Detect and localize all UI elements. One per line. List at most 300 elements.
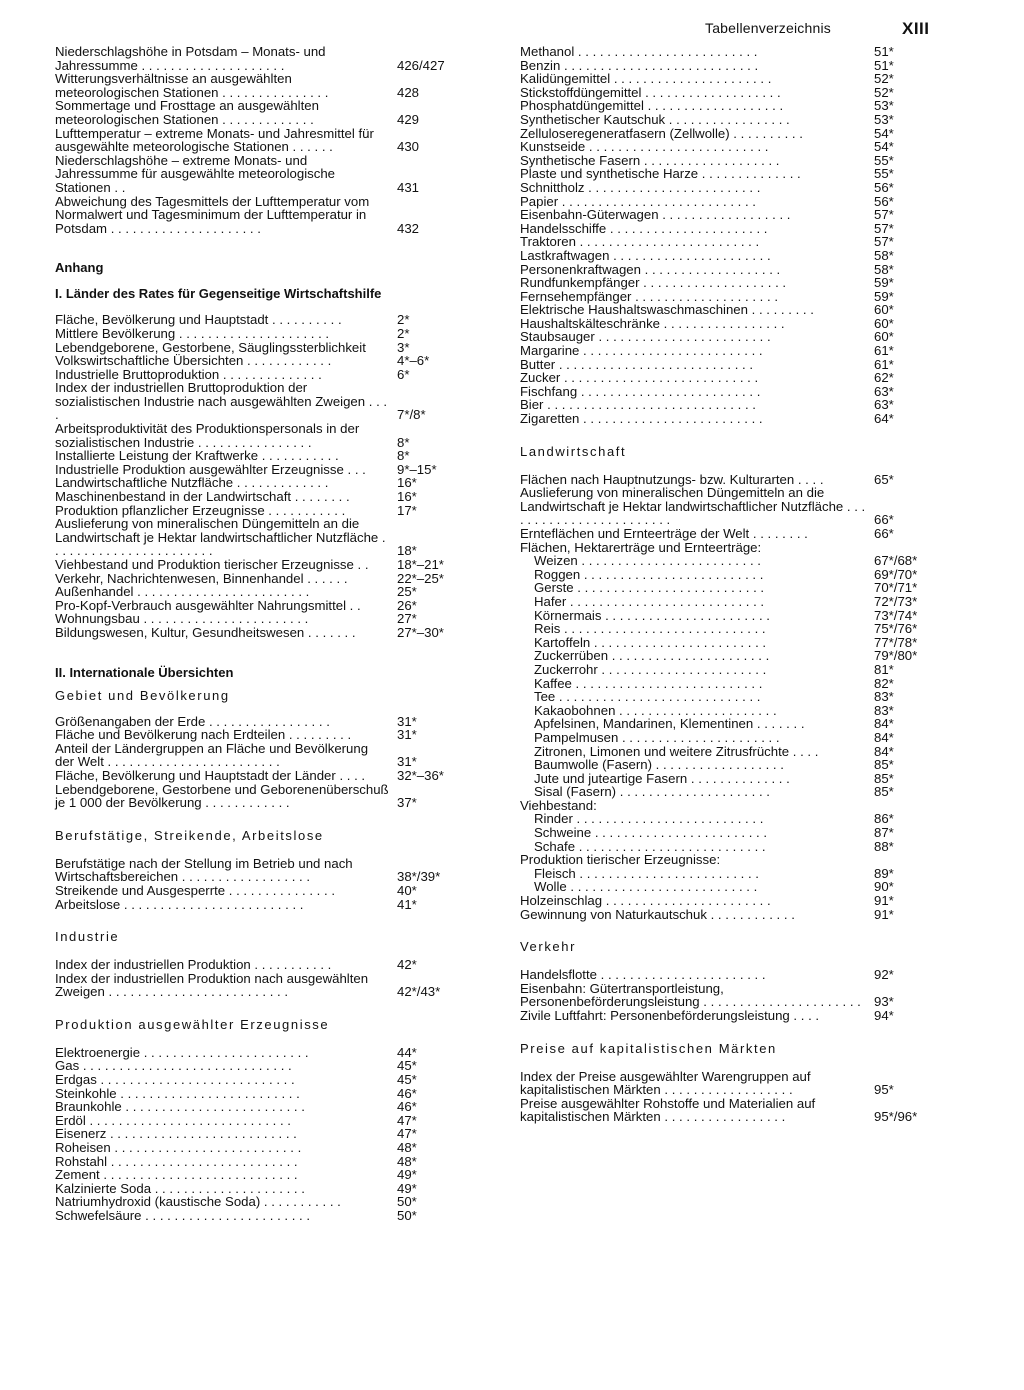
toc-entry-page: 58* xyxy=(874,261,894,277)
toc-entry-title: Fleisch . . . . . . . . . . . . . . . . . . . . . . . . . xyxy=(534,865,759,881)
toc-entry-title: Weizen . . . . . . . . . . . . . . . . . . . . . . . . . xyxy=(534,553,761,569)
toc-entry xyxy=(520,908,932,922)
toc-entry-page: 32*–36* xyxy=(397,767,444,783)
right-column xyxy=(520,45,932,1124)
toc-entry xyxy=(520,127,932,141)
toc-entry-title: Personenkraftwagen . . . . . . . . . . . . . . . . . . . xyxy=(520,261,781,277)
toc-entry xyxy=(55,422,467,449)
toc-entry-page: 432 xyxy=(397,220,420,236)
toc-entry xyxy=(520,1097,932,1124)
toc-entry-page: 94* xyxy=(874,1008,894,1023)
toc-entry xyxy=(520,99,932,113)
toc-entry-title: Fischfang . . . . . . . . . . . . . . . . . . . . . . . . . xyxy=(520,383,761,399)
toc-entry-page: 40* xyxy=(397,882,417,898)
toc-entry xyxy=(55,742,467,769)
toc-entry-title: Produktion pflanzlicher Erzeugnisse . . . . . . . . . . . xyxy=(55,502,346,518)
toc-entry-page: 22*–25* xyxy=(397,570,444,586)
toc-entry xyxy=(520,195,932,209)
rgw-entries xyxy=(55,313,467,639)
toc-entry-title: Traktoren . . . . . . . . . . . . . . . . . . . . . . . . . xyxy=(520,234,760,250)
toc-entry xyxy=(520,358,932,372)
toc-entry-title: Erdgas . . . . . . . . . . . . . . . . . . . . . . . . . . . xyxy=(55,1072,295,1088)
toc-entry-page: 61* xyxy=(874,356,894,372)
toc-entry-page: 46* xyxy=(397,1085,417,1101)
toc-entry xyxy=(520,622,932,636)
toc-entry xyxy=(520,527,932,541)
toc-entry-title: Handelsflotte . . . . . . . . . . . . . . . . . . . . . . . xyxy=(520,967,766,983)
toc-entry-title: Schwefelsäure . . . . . . . . . . . . . . . . . . . . . . . xyxy=(55,1208,311,1223)
toc-entry xyxy=(55,558,467,572)
toc-entry-title: Auslieferung von mineralischen Düngemitteln an die Landwirtschaft je Hektar landwirtschaftlicher Nutzfläche . . . . . . . . . . . . . . . . . . . . . . . . xyxy=(520,485,866,528)
toc-entry xyxy=(520,290,932,304)
toc-entry-title: Witterungsverhältnisse an ausgewählten meteorologischen Stationen . . . . . . . . . . . . . . . xyxy=(55,71,329,100)
toc-entry-title: Kartoffeln . . . . . . . . . . . . . . . . . . . . . . . . xyxy=(534,634,767,650)
toc-entry-title: Schafe . . . . . . . . . . . . . . . . . . . . . . . . . . xyxy=(534,838,766,854)
toc-entry xyxy=(520,880,932,894)
toc-entry-title: Haushaltskälteschränke . . . . . . . . . . . . . . . . . xyxy=(520,315,785,331)
toc-entry-page: 81* xyxy=(874,661,894,677)
produktion-entries-right xyxy=(520,45,932,426)
toc-entry xyxy=(55,1209,467,1223)
toc-entry xyxy=(55,1182,467,1196)
toc-entry-title: Flächen nach Hauptnutzungs- bzw. Kulturarten . . . . xyxy=(520,471,824,487)
toc-entry xyxy=(520,154,932,168)
toc-entry-page: 47* xyxy=(397,1126,417,1142)
toc-entry-page: 42* xyxy=(397,957,417,973)
toc-entry xyxy=(520,690,932,704)
toc-entry xyxy=(55,449,467,463)
toc-entry xyxy=(520,1070,932,1097)
toc-entry-page: 6* xyxy=(397,366,410,382)
gebiet-heading: Gebiet und Bevölkerung xyxy=(55,687,230,703)
toc-entry-title: Holzeinschlag . . . . . . . . . . . . . . . . . . . . . . . xyxy=(520,893,771,909)
toc-entry-title: Berufstätige nach der Stellung im Betrieb und nach Wirtschaftsbereichen . . . . . . . . . . . . . . . . . . xyxy=(55,855,353,885)
toc-entry xyxy=(520,636,932,650)
left-column xyxy=(55,45,467,1223)
toc-entry-page: 64* xyxy=(874,411,894,427)
running-header-title: Tabellenverzeichnis xyxy=(705,20,831,36)
toc-entry-title: Verkehr, Nachrichtenwesen, Binnenhandel . . . . . . xyxy=(55,570,348,586)
toc-entry xyxy=(520,595,932,609)
toc-entry xyxy=(55,783,467,810)
toc-entry-page: 51* xyxy=(874,57,894,73)
toc-entry-title: Eisenbahn: Gütertransportleistung, Personenbeförderungsleistung . . . . . . . . . . . . . . . . . . . . . . xyxy=(520,980,861,1010)
toc-entry-title: Gewinnung von Naturkautschuk . . . . . . . . . . . . xyxy=(520,906,795,922)
toc-entry-page: 50* xyxy=(397,1194,417,1210)
toc-entry-page: 69*/70* xyxy=(874,566,918,582)
toc-entry-title: Erdöl . . . . . . . . . . . . . . . . . . . . . . . . . . . . xyxy=(55,1112,291,1128)
toc-entry-page: 53* xyxy=(874,111,894,127)
toc-entry-title: Streikende und Ausgesperrte . . . . . . . . . . . . . . . xyxy=(55,882,336,898)
toc-entry-title: Natriumhydroxid (kaustische Soda) . . . . . . . . . . . xyxy=(55,1194,341,1210)
toc-entry-title: Fläche, Bevölkerung und Hauptstadt . . . . . . . . . . xyxy=(55,312,342,328)
toc-entry xyxy=(55,1059,467,1073)
toc-entry-title: Margarine . . . . . . . . . . . . . . . . . . . . . . . . . xyxy=(520,343,763,359)
section-international-heading: II. Internationale Übersichten xyxy=(55,664,234,680)
toc-entry-page: 25* xyxy=(397,584,417,600)
toc-entry-page: 57* xyxy=(874,207,894,223)
toc-entry xyxy=(55,368,467,382)
toc-entry-title: Industrielle Produktion ausgewählter Erzeugnisse . . . xyxy=(55,461,366,477)
toc-entry-page: 18* xyxy=(397,543,417,559)
toc-entry-page: 9*–15* xyxy=(397,461,437,477)
toc-entry-page: 37* xyxy=(397,795,417,811)
toc-entry xyxy=(520,745,932,759)
toc-entry xyxy=(520,649,932,663)
toc-entry xyxy=(520,541,932,555)
toc-entry-title: Braunkohle . . . . . . . . . . . . . . . . . . . . . . . . . xyxy=(55,1099,305,1115)
landwirtschaft-heading: Landwirtschaft xyxy=(520,443,627,459)
toc-entry xyxy=(520,385,932,399)
toc-entry-title: Steinkohle . . . . . . . . . . . . . . . . . . . . . . . . . xyxy=(55,1085,300,1101)
toc-entry xyxy=(520,249,932,263)
toc-entry-title: Bildungswesen, Kultur, Gesundheitswesen . . . . . . . xyxy=(55,624,356,640)
toc-entry xyxy=(55,195,467,236)
toc-entry-page: 60* xyxy=(874,302,894,318)
verkehr-heading: Verkehr xyxy=(520,939,577,955)
toc-entry-title: Lebendgeborene, Gestorbene und Geborenenüberschuß je 1 000 der Bevölkerung . . . . . . . . . . . . xyxy=(55,781,389,811)
toc-entry-title: Pampelmusen . . . . . . . . . . . . . . . . . . . . . . xyxy=(534,729,780,745)
toc-entry xyxy=(520,86,932,100)
toc-entry xyxy=(55,1046,467,1060)
toc-entry-page: 41* xyxy=(397,896,417,912)
toc-entry-page: 83* xyxy=(874,689,894,705)
toc-entry-title: Pro-Kopf-Verbrauch ausgewählter Nahrungsmittel . . xyxy=(55,597,361,613)
beruf-entries xyxy=(55,857,467,911)
industrie-entries xyxy=(55,958,467,999)
toc-entry-page: 56* xyxy=(874,193,894,209)
toc-entry-page: 95*/96* xyxy=(874,1109,918,1125)
meteorology-entries xyxy=(55,45,467,235)
toc-entry xyxy=(55,1073,467,1087)
toc-entry-page: 429 xyxy=(397,111,420,127)
toc-entry xyxy=(55,45,467,72)
toc-entry-title: Roggen . . . . . . . . . . . . . . . . . . . . . . . . . xyxy=(534,566,764,582)
toc-entry xyxy=(55,127,467,154)
toc-entry-title: Kaffee . . . . . . . . . . . . . . . . . . . . . . . . . . xyxy=(534,675,763,691)
toc-entry xyxy=(520,799,932,813)
toc-entry-page: 58* xyxy=(874,247,894,263)
toc-entry xyxy=(520,894,932,908)
toc-entry-title: Elektroenergie . . . . . . . . . . . . . . . . . . . . . . . xyxy=(55,1044,309,1060)
toc-entry xyxy=(55,728,467,742)
toc-entry xyxy=(55,99,467,126)
toc-entry-page: 45* xyxy=(397,1072,417,1088)
toc-entry-page: 47* xyxy=(397,1112,417,1128)
toc-entry xyxy=(520,704,932,718)
toc-entry xyxy=(55,504,467,518)
toc-entry-title: Fläche, Bevölkerung und Hauptstadt der Länder . . . . xyxy=(55,767,366,783)
toc-entry-title: Benzin . . . . . . . . . . . . . . . . . . . . . . . . . . . xyxy=(520,57,759,73)
toc-entry-title: Butter . . . . . . . . . . . . . . . . . . . . . . . . . . . xyxy=(520,356,754,372)
toc-entry-page: 18*–21* xyxy=(397,557,444,572)
toc-entry-title: Kakaobohnen . . . . . . . . . . . . . . . . . . . . . . xyxy=(534,702,777,718)
toc-entry-title: Wohnungsbau . . . . . . . . . . . . . . . . . . . . . . . xyxy=(55,611,309,627)
preise-entries xyxy=(520,1070,932,1124)
toc-entry-title: Mittlere Bevölkerung . . . . . . . . . . . . . . . . . . . . . xyxy=(55,325,330,341)
toc-entry-title: Ernteflächen und Ernteerträge der Welt . . . . . . . . xyxy=(520,526,808,541)
toc-entry-title: Industrielle Bruttoproduktion . . . . . . . . . . . . . . xyxy=(55,366,322,382)
toc-entry xyxy=(520,72,932,86)
toc-entry-page: 31* xyxy=(397,713,417,729)
toc-entry xyxy=(520,276,932,290)
toc-entry-title: Baumwolle (Fasern) . . . . . . . . . . . . . . . . . . xyxy=(534,757,784,773)
toc-entry-title: Niederschlagshöhe in Potsdam – Monats- und Jahressumme . . . . . . . . . . . . . . . . . . . . xyxy=(55,44,326,73)
toc-entry-title: Abweichung des Tagesmittels der Lufttemperatur vom Normalwert und Tagesminimum der Lufttemperatur in Potsdam . . . . . . . . . . . . . . . . . . . . . xyxy=(55,193,370,236)
industrie-heading: Industrie xyxy=(55,929,120,945)
toc-entry-page: 70*/71* xyxy=(874,580,918,596)
toc-entry-title: Hafer . . . . . . . . . . . . . . . . . . . . . . . . . . . xyxy=(534,593,765,609)
toc-entry-title: Zitronen, Limonen und weitere Zitrusfrüchte . . . . xyxy=(534,743,819,759)
toc-entry-title: Apfelsinen, Mandarinen, Klementinen . . . . . . . xyxy=(534,716,805,732)
toc-entry xyxy=(520,731,932,745)
toc-entry-title: Außenhandel . . . . . . . . . . . . . . . . . . . . . . . . xyxy=(55,584,310,600)
toc-entry-page: 54* xyxy=(874,139,894,155)
toc-entry xyxy=(520,867,932,881)
produktion-entries-left xyxy=(55,1046,467,1223)
toc-entry-title: Installierte Leistung der Kraftwerke . . . . . . . . . . . xyxy=(55,448,339,464)
toc-entry-page: 42*/43* xyxy=(397,984,441,1000)
toc-entry-title: Anteil der Ländergruppen an Fläche und Bevölkerung der Welt . . . . . . . . . . . . . . . . . . . . . . . . xyxy=(55,740,369,770)
toc-entry-title: Reis . . . . . . . . . . . . . . . . . . . . . . . . . . . . xyxy=(534,621,766,637)
toc-entry xyxy=(55,1127,467,1141)
toc-entry xyxy=(55,1195,467,1209)
toc-entry-page: 51* xyxy=(874,44,894,59)
verkehr-entries xyxy=(520,968,932,1022)
toc-entry-page: 72*/73* xyxy=(874,593,918,609)
toc-entry xyxy=(520,235,932,249)
toc-entry-title: Fläche und Bevölkerung nach Erdteilen . . . . . . . . . xyxy=(55,727,352,743)
toc-entry-title: Zigaretten . . . . . . . . . . . . . . . . . . . . . . . . . xyxy=(520,411,763,427)
toc-entry xyxy=(520,581,932,595)
toc-entry-title: Bier . . . . . . . . . . . . . . . . . . . . . . . . . . . . . xyxy=(520,397,756,413)
toc-entry-page: 61* xyxy=(874,343,894,359)
toc-entry xyxy=(520,140,932,154)
toc-entry-page: 92* xyxy=(874,967,894,983)
toc-entry-page: 95* xyxy=(874,1082,894,1098)
toc-entry xyxy=(520,826,932,840)
toc-entry xyxy=(520,853,932,867)
toc-entry-page: 62* xyxy=(874,370,894,386)
toc-entry xyxy=(55,313,467,327)
toc-entry-page: 91* xyxy=(874,906,894,922)
toc-entry xyxy=(520,982,932,1009)
toc-entry-page: 93* xyxy=(874,994,894,1010)
toc-entry-page: 45* xyxy=(397,1058,417,1074)
toc-entry-page: 49* xyxy=(397,1180,417,1196)
toc-entry xyxy=(55,572,467,586)
toc-entry-page: 85* xyxy=(874,784,894,800)
toc-entry xyxy=(520,371,932,385)
toc-entry-title: Preise ausgewählter Rohstoffe und Materialien auf kapitalistischen Märkten . . . . . . . . . . . . . . . . . xyxy=(520,1095,816,1125)
toc-entry-title: Jute und juteartige Fasern . . . . . . . . . . . . . . xyxy=(534,770,790,786)
toc-entry xyxy=(520,812,932,826)
toc-entry-page: 67*/68* xyxy=(874,553,918,569)
toc-entry-page: 52* xyxy=(874,71,894,87)
toc-entry-title: Kalzinierte Soda . . . . . . . . . . . . . . . . . . . . . xyxy=(55,1180,305,1196)
toc-entry xyxy=(520,758,932,772)
toc-entry-page: 59* xyxy=(874,275,894,291)
preise-heading: Preise auf kapitalistischen Märkten xyxy=(520,1040,777,1056)
toc-entry-title: Maschinenbestand in der Landwirtschaft . . . . . . . . xyxy=(55,489,350,505)
toc-entry-title: Zelluloseregeneratfasern (Zellwolle) . . . . . . . . . . xyxy=(520,125,803,141)
toc-entry xyxy=(55,599,467,613)
toc-entry-page: 17* xyxy=(397,502,417,518)
toc-entry xyxy=(520,772,932,786)
toc-entry xyxy=(520,167,932,181)
toc-entry-page: 84* xyxy=(874,743,894,759)
toc-entry-title: Sommertage und Frosttage an ausgewählten meteorologischen Stationen . . . . . . . . . . . . . xyxy=(55,98,319,127)
toc-entry xyxy=(520,344,932,358)
toc-entry-page: 49* xyxy=(397,1167,417,1183)
toc-entry-title: Phosphatdüngemittel . . . . . . . . . . . . . . . . . . . xyxy=(520,98,784,114)
toc-entry-page: 91* xyxy=(874,893,894,909)
produktion-heading: Produktion ausgewählter Erzeugnisse xyxy=(55,1016,330,1032)
toc-entry-page: 2* xyxy=(397,312,410,328)
toc-entry-title: Eisenerz . . . . . . . . . . . . . . . . . . . . . . . . . . xyxy=(55,1126,297,1142)
toc-entry-page: 79*/80* xyxy=(874,648,918,664)
toc-entry-title: Körnermais . . . . . . . . . . . . . . . . . . . . . . . xyxy=(534,607,770,623)
toc-entry-page: 38*/39* xyxy=(397,869,441,885)
toc-entry-page: 46* xyxy=(397,1099,417,1115)
toc-entry-title: Synthetische Fasern . . . . . . . . . . . . . . . . . . . xyxy=(520,152,780,168)
toc-entry-title: Methanol . . . . . . . . . . . . . . . . . . . . . . . . . xyxy=(520,44,758,59)
toc-entry-page: 430 xyxy=(397,139,420,155)
toc-entry-title: Papier . . . . . . . . . . . . . . . . . . . . . . . . . . . xyxy=(520,193,756,209)
toc-entry-title: Niederschlagshöhe – extreme Monats- und Jahressumme für ausgewählte meteorologische Stationen . . xyxy=(55,152,336,195)
toc-entry xyxy=(55,612,467,626)
toc-entry xyxy=(520,398,932,412)
toc-entry-page: 73*/74* xyxy=(874,607,918,623)
toc-entry-page: 88* xyxy=(874,838,894,854)
toc-entry xyxy=(55,1155,467,1169)
toc-entry-title: Arbeitslose . . . . . . . . . . . . . . . . . . . . . . . . . xyxy=(55,896,304,912)
toc-entry-page: 48* xyxy=(397,1153,417,1169)
toc-entry-title: Roheisen . . . . . . . . . . . . . . . . . . . . . . . . . . xyxy=(55,1140,302,1156)
toc-entry-title: Wolle . . . . . . . . . . . . . . . . . . . . . . . . . . xyxy=(534,879,758,895)
toc-entry xyxy=(55,476,467,490)
toc-entry xyxy=(520,263,932,277)
toc-entry-page: 87* xyxy=(874,825,894,841)
toc-entry xyxy=(55,884,467,898)
toc-entry xyxy=(55,1141,467,1155)
toc-entry-page: 8* xyxy=(397,448,410,464)
toc-entry-page: 428 xyxy=(397,84,420,100)
toc-entry xyxy=(520,785,932,799)
toc-entry xyxy=(520,181,932,195)
toc-entry-page: 83* xyxy=(874,702,894,718)
toc-entry-title: Zuckerrüben . . . . . . . . . . . . . . . . . . . . . . xyxy=(534,648,770,664)
toc-entry-title: Sisal (Fasern) . . . . . . . . . . . . . . . . . . . . . xyxy=(534,784,770,800)
toc-entry xyxy=(55,1087,467,1101)
toc-entry-title: Lufttemperatur – extreme Monats- und Jahresmittel für ausgewählte meteorologische Stationen . . . . . . xyxy=(55,125,374,155)
toc-entry-page: 55* xyxy=(874,152,894,168)
toc-entry-title: Zucker . . . . . . . . . . . . . . . . . . . . . . . . . . . xyxy=(520,370,759,386)
toc-entry-page: 44* xyxy=(397,1044,417,1060)
toc-entry-page: 77*/78* xyxy=(874,634,918,650)
toc-entry xyxy=(520,208,932,222)
toc-entry-page: 27* xyxy=(397,611,417,627)
toc-entry xyxy=(55,327,467,341)
toc-entry-page: 82* xyxy=(874,675,894,691)
toc-entry-title: Landwirtschaftliche Nutzfläche . . . . . . . . . . . . . xyxy=(55,475,329,491)
toc-entry-page: 60* xyxy=(874,315,894,331)
toc-entry-title: Handelsschiffe . . . . . . . . . . . . . . . . . . . . . . xyxy=(520,220,768,236)
toc-entry-page: 55* xyxy=(874,166,894,182)
toc-entry-title: Elektrische Haushaltswaschmaschinen . . . . . . . . . xyxy=(520,302,814,318)
toc-entry-title: Staubsauger . . . . . . . . . . . . . . . . . . . . . . . . xyxy=(520,329,771,345)
toc-entry-page: 86* xyxy=(874,811,894,827)
beruf-heading: Berufstätige, Streikende, Arbeitslose xyxy=(55,827,324,843)
toc-entry-title: Volkswirtschaftliche Übersichten . . . . . . . . . . . . xyxy=(55,353,332,369)
toc-entry-page: 60* xyxy=(874,329,894,345)
toc-entry xyxy=(520,473,932,487)
toc-entry xyxy=(520,968,932,982)
toc-entry-page: 16* xyxy=(397,489,417,505)
toc-entry xyxy=(520,113,932,127)
toc-entry-page: 57* xyxy=(874,220,894,236)
toc-entry xyxy=(520,45,932,59)
toc-entry-page: 85* xyxy=(874,770,894,786)
toc-entry-page: 59* xyxy=(874,288,894,304)
toc-entry xyxy=(55,715,467,729)
anhang-heading: Anhang xyxy=(55,260,104,276)
toc-entry-title: Stickstoffdüngemittel . . . . . . . . . . . . . . . . . . . xyxy=(520,84,781,100)
toc-entry xyxy=(55,490,467,504)
toc-entry-page: 66* xyxy=(874,512,894,528)
toc-entry-title: Gerste . . . . . . . . . . . . . . . . . . . . . . . . . . xyxy=(534,580,765,596)
toc-entry-page: 31* xyxy=(397,754,417,770)
toc-entry-title: Index der industriellen Produktion . . . . . . . . . . . xyxy=(55,957,332,973)
toc-entry-page: 53* xyxy=(874,98,894,114)
toc-entry xyxy=(55,898,467,912)
toc-entry xyxy=(520,663,932,677)
toc-entry-page: 84* xyxy=(874,729,894,745)
toc-entry-page: 56* xyxy=(874,179,894,195)
toc-entry-title: Plaste und synthetische Harze . . . . . . . . . . . . . . xyxy=(520,166,801,182)
toc-entry xyxy=(520,1009,932,1023)
toc-entry xyxy=(55,958,467,972)
toc-entry-page: 90* xyxy=(874,879,894,895)
toc-entry xyxy=(55,154,467,195)
toc-entry xyxy=(520,554,932,568)
toc-entry-page: 7*/8* xyxy=(397,407,426,423)
toc-entry xyxy=(55,1100,467,1114)
toc-entry-page: 52* xyxy=(874,84,894,100)
toc-entry xyxy=(520,303,932,317)
toc-entry-page: 3* xyxy=(397,339,410,355)
toc-entry xyxy=(55,1168,467,1182)
toc-entry-page: 16* xyxy=(397,475,417,491)
toc-entry-title: Rohstahl . . . . . . . . . . . . . . . . . . . . . . . . . . xyxy=(55,1153,298,1169)
toc-entry-page: 2* xyxy=(397,325,410,341)
toc-entry xyxy=(520,59,932,73)
toc-entry-page: 54* xyxy=(874,125,894,141)
toc-entry xyxy=(520,677,932,691)
toc-entry-title: Rinder . . . . . . . . . . . . . . . . . . . . . . . . . . xyxy=(534,811,764,827)
toc-entry-page: 431 xyxy=(397,179,420,195)
toc-entry-page: 65* xyxy=(874,471,894,487)
toc-entry-title: Viehbestand und Produktion tierischer Erzeugnisse . . xyxy=(55,557,369,572)
page-number: XIII xyxy=(902,19,930,38)
toc-entry xyxy=(55,972,467,999)
toc-entry-page: 26* xyxy=(397,597,417,613)
toc-entry xyxy=(55,585,467,599)
toc-entry-title: Gas . . . . . . . . . . . . . . . . . . . . . . . . . . . . . xyxy=(55,1058,292,1074)
toc-entry-page: 48* xyxy=(397,1140,417,1156)
toc-entry xyxy=(55,72,467,99)
toc-entry-title: Auslieferung von mineralischen Düngemitteln an die Landwirtschaft je Hektar landwirtschaftlicher Nutzfläche . . . . . . . . . . . . . . . . . . . . . . . xyxy=(55,516,386,559)
